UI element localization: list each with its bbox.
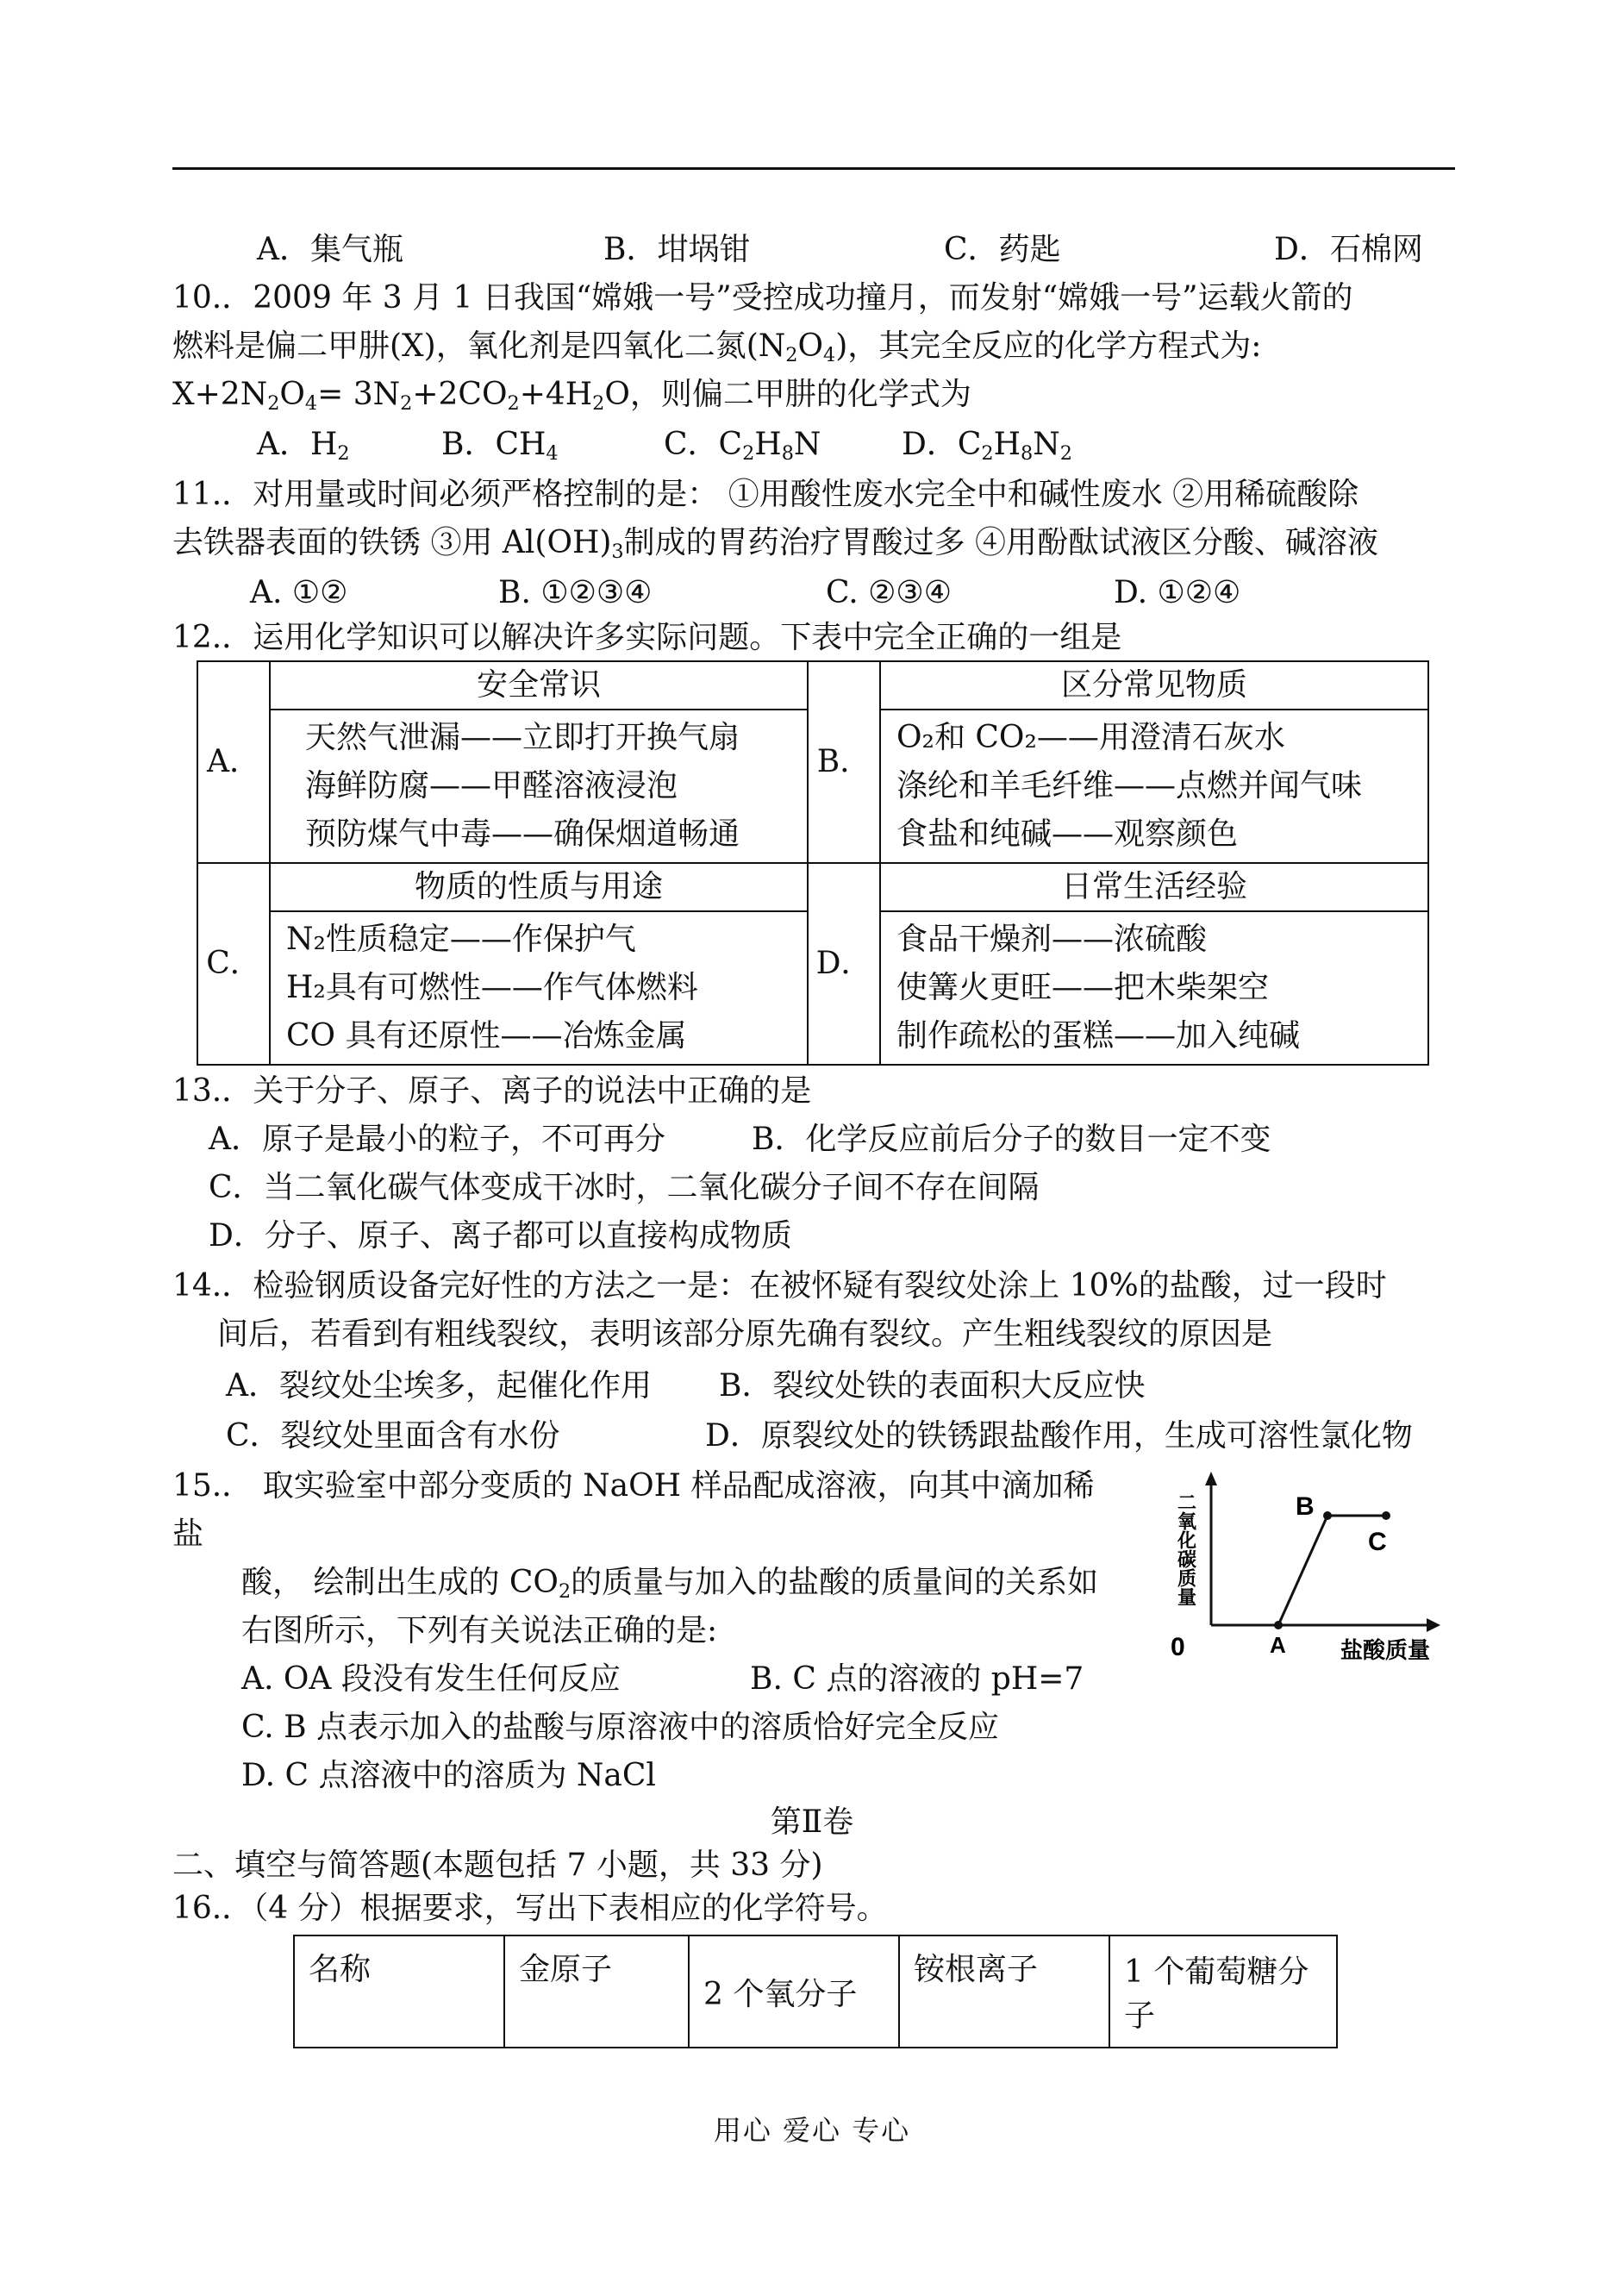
y-axis-arrow [1205, 1472, 1217, 1485]
q12-label-c: C． [197, 863, 270, 1065]
q15-line-1: 15.． 取实验室中部分变质的 NaOH 样品配成溶液，向其中滴加稀 [172, 1468, 1095, 1504]
q12-stem: 12.．运用化学知识可以解决许多实际问题。下表中完全正确的一组是 [172, 620, 1122, 655]
q16-cell-gold-atom: 金原子 [504, 1935, 689, 2048]
q12-head-d: 日常生活经验 [880, 863, 1428, 911]
origin-label: 0 [1171, 1633, 1185, 1661]
point-b-dot [1323, 1511, 1332, 1520]
q15-option-a: A. OA 段没有发生任何反应 [241, 1661, 621, 1697]
q9-option-d: D．石棉网 [1274, 232, 1423, 267]
q12-head-a: 安全常识 [270, 661, 808, 710]
q11-line-1: 11.．对用量或时间必须严格控制的是： ①用酸性废水完全中和碱性废水 ②用稀硫酸除 [172, 477, 1359, 512]
q16-cell-glucose: 1 个葡萄糖分子 [1109, 1935, 1337, 2048]
q10-option-b: B．$CH_4$ [441, 427, 559, 466]
q13-option-d: D．分子、原子、离子都可以直接构成物质 [209, 1218, 792, 1254]
q15-line-3: 酸， 绘制出生成的 $CO_2$的质量与加入的盐酸的质量间的关系如 [241, 1565, 1099, 1604]
q13-stem: 13.．关于分子、原子、离子的说法中正确的是 [172, 1073, 812, 1109]
q12-head-c: 物质的性质与用途 [270, 863, 808, 911]
q15-line-4: 右图所示，下列有关说法正确的是: [241, 1613, 718, 1648]
q11-option-c: C. ②③④ [826, 575, 952, 610]
q16-answer-table [293, 1935, 1338, 2048]
q9-option-c: C．药匙 [944, 232, 1061, 267]
q12-items-a: 天然气泄漏——立即打开换气扇 海鲜防腐——甲醛溶液浸泡 预防煤气中毒——确保烟道畅通 [270, 710, 808, 863]
point-c-label: C [1368, 1528, 1387, 1556]
q9-option-a: A．集气瓶 [257, 232, 403, 267]
x-axis-arrow [1427, 1618, 1440, 1632]
q10-equation-line: $X+2N_2O_4= 3N_2+2CO_2+4H_2O$，则偏二甲肼的化学式为 [172, 377, 971, 416]
q15-line-2: 盐 [172, 1516, 204, 1552]
q10-option-a: A．$H_2$ [257, 427, 350, 466]
q11-option-a: A. ①② [250, 575, 348, 610]
q10-line-1: 10.．2009 年 3 月 1 日我国“嫦娥一号”受控成功撞月，而发射“嫦娥一号”运载火箭的 [172, 280, 1353, 316]
y-axis-label: 二氧化碳质量 [1174, 1492, 1196, 1606]
q15-option-d: D. C 点溶液中的溶质为 NaCl [241, 1758, 656, 1793]
q12-items-d: 食品干燥剂——浓硫酸 使篝火更旺——把木柴架空 制作疏松的蛋糕——加入纯碱 [880, 911, 1428, 1065]
q12-items-c: N₂性质稳定——作保护气 H₂具有可燃性——作气体燃料 CO 具有还原性——冶炼金属 [270, 911, 808, 1065]
q14-option-c: C．裂纹处里面含有水份 [226, 1418, 560, 1454]
q14-line-1: 14.．检验钢质设备完好性的方法之一是：在被怀疑有裂纹处涂上 10%的盐酸，过一段时 [172, 1268, 1387, 1304]
point-a-dot [1274, 1621, 1283, 1629]
q14-option-d: D．原裂纹处的铁锈跟盐酸作用，生成可溶性氯化物 [705, 1418, 1413, 1454]
point-a-label: A [1270, 1632, 1286, 1658]
q12-head-b: 区分常见物质 [880, 661, 1428, 710]
q12-label-a: A． [197, 661, 270, 863]
q16-cell-name: 名称 [294, 1935, 504, 2048]
co2-curve [1211, 1516, 1386, 1625]
q10-line-2: 燃料是偏二甲肼(X)，氧化剂是四氧化二氮$(N_2O_4)$，其完全反应的化学方程式为: [172, 328, 1262, 367]
q11-line-2: 去铁器表面的铁锈 ③用 $Al(OH)_3$制成的胃药治疗胃酸过多 ④用酚酞试液区分酸、碱溶液 [172, 525, 1379, 564]
q9-option-b: B．坩埚钳 [603, 232, 751, 267]
q16-cell-two-oxygen: 2 个氧分子 [689, 1935, 899, 2048]
q13-option-b: B．化学反应前后分子的数目一定不变 [752, 1122, 1271, 1157]
x-axis-label: 盐酸质量 [1340, 1638, 1431, 1664]
section-heading: 二、填空与简答题(本题包括 7 小题，共 33 分) [172, 1848, 823, 1883]
q12-label-d: D． [808, 863, 880, 1065]
page-footer: 用心 爱心 专心 [713, 2114, 911, 2147]
q12-options-table [197, 660, 1429, 1066]
q14-option-b: B．裂纹处铁的表面积大反应快 [719, 1368, 1146, 1404]
header-rule [172, 167, 1455, 170]
point-b-label: B [1296, 1492, 1315, 1521]
q14-option-a: A．裂纹处尘埃多，起催化作用 [226, 1368, 652, 1404]
q12-label-b: B． [808, 661, 880, 863]
point-c-dot [1382, 1511, 1390, 1520]
q11-option-b: B. ①②③④ [498, 575, 653, 610]
q15-option-c: C. B 点表示加入的盐酸与原溶液中的溶质恰好完全反应 [241, 1710, 1000, 1745]
q13-option-c: C．当二氧化碳气体变成干冰时，二氧化碳分子间不存在间隔 [209, 1170, 1040, 1205]
q16-cell-ammonium: 铵根离子 [899, 1935, 1109, 2048]
q10-option-c: C．$C_2H_8N$ [664, 427, 821, 466]
section-title: 第Ⅱ卷 [770, 1804, 854, 1840]
q11-option-d: D. ①②④ [1114, 575, 1241, 610]
q10-option-d: D．$C_2H_8N_2$ [902, 427, 1072, 466]
q14-line-2: 间后，若看到有粗线裂纹，表明该部分原先确有裂纹。产生粗线裂纹的原因是 [217, 1316, 1273, 1352]
q13-option-a: A．原子是最小的粒子，不可再分 [209, 1122, 665, 1157]
q15-co2-graph [1168, 1470, 1444, 1668]
q16-stem: 16.．（4 分）根据要求，写出下表相应的化学符号。 [172, 1891, 888, 1926]
q12-items-b: O₂和 CO₂——用澄清石灰水 涤纶和羊毛纤维——点燃并闻气味 食盐和纯碱——观察颜色 [880, 710, 1428, 863]
q15-option-b: B. C 点的溶液的 pH=7 [750, 1661, 1084, 1697]
